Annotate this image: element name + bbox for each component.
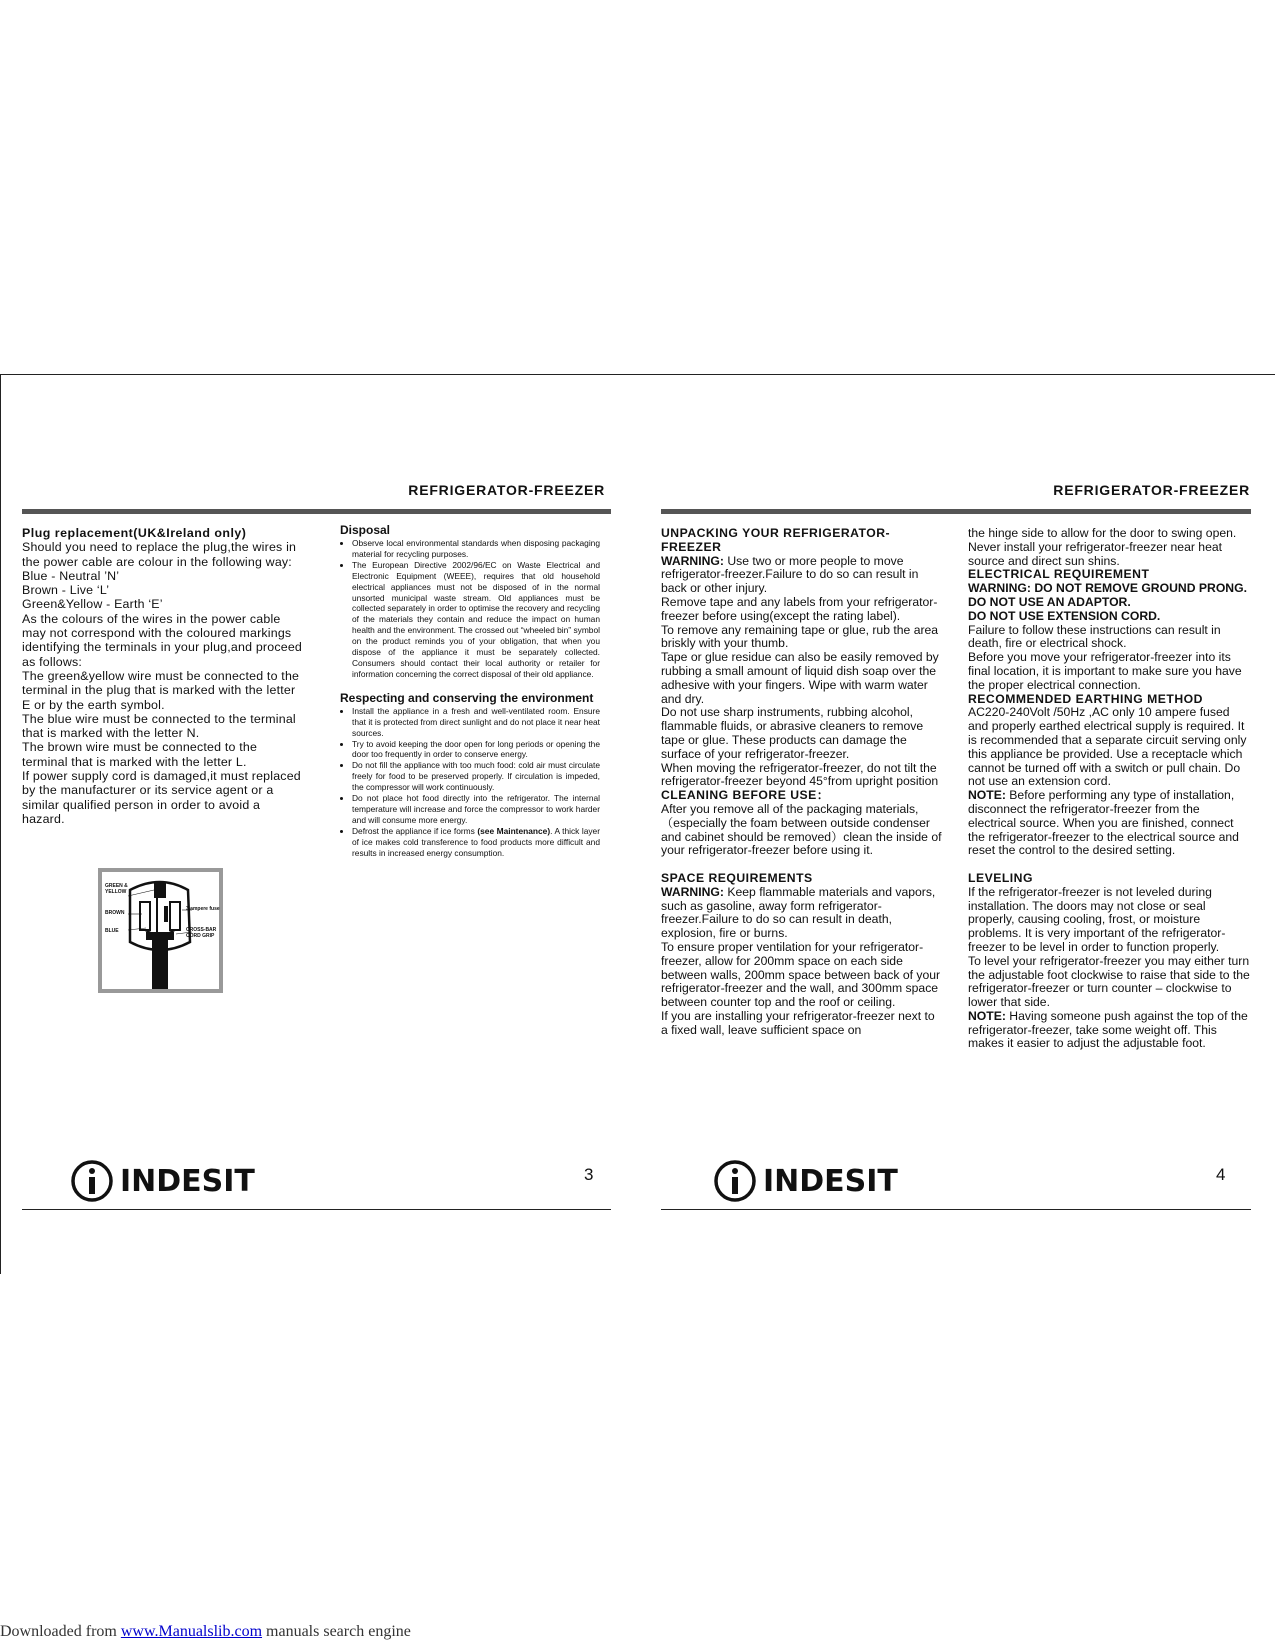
electrical-note — [968, 789, 1250, 858]
disposal-list — [340, 538, 600, 680]
plug-line: As the colours of the wires in the power cable may not correspond with the coloured markings identifying the terminals in your plug,and proceed as follows: — [22, 611, 303, 669]
electrical-line: Before you move your refrigerator-freezer into its final location, it is important to make sure you have the proper electrical connection. — [968, 650, 1242, 692]
electrical-warning: DO NOT USE AN ADAPTOR. — [968, 594, 1131, 609]
unpacking-section — [661, 527, 943, 1037]
space-heading: SPACE REQUIREMENTS — [661, 870, 813, 885]
warning-text: Keep flammable materials and vapors, such as gasoline, away form refrigerator-freezer.Failure to do so can result in death, explosion, fire or burns. — [661, 884, 936, 941]
list-item: • Do not place hot food directly into the refrigerator. The internal temperature will increase and force the compressor to work harder and will consume more energy. — [352, 793, 600, 826]
note-text: Having someone push against the top of the refrigerator-freezer, take some weight off. This makes it easier to adjust the adjustable foot. — [968, 1008, 1248, 1051]
plug-line: The green&yellow wire must be connected to the terminal in the plug that is marked with the letter E or by the earth symbol. — [22, 668, 300, 712]
disposal-section — [340, 524, 600, 858]
leveling-heading: LEVELING — [968, 870, 1033, 885]
plug-line: The brown wire must be connected to the terminal that is marked with the letter L. — [22, 740, 258, 769]
label-cord-grip: CROSS-BAR CORD GRIP — [186, 927, 217, 939]
cleaning-heading: CLEANING BEFORE USE： — [661, 788, 830, 803]
brand-name: INDESIT — [120, 1164, 255, 1199]
hinge-continued: the hinge side to allow for the door to swing open. — [968, 526, 1237, 540]
spacer — [968, 858, 1250, 872]
page-header-right: REFRIGERATOR-FREEZER — [1053, 482, 1250, 498]
footer-rule-right — [661, 1209, 1251, 1210]
unpacking-line: To remove any remaining tape or glue, rub the area briskly with your thumb. — [661, 622, 939, 651]
header-bar-right — [661, 509, 1251, 514]
indesit-i-icon — [70, 1158, 116, 1204]
list-item: • The European Directive 2002/96/EC on Waste Electrical and Electronic Equipment (WEEE), requires that old household electrical appliances must not be disposed of in the normal unsorted municipal waste stream. Old appliances must be collected separately in order to optimise the recovery and recycling of the materials they contain and reduce the impact on human health and the environment. The crossed out “wheeled bin” symbol on the product reminds you of your obligation, that when you dispose of the appliance it must be separately collected. Consumers should contact their local authority or retailer for information concerning the correct disposal of their old appliance. — [352, 560, 600, 680]
warning-label: WARNING: — [661, 884, 724, 899]
disposal-heading: Disposal — [340, 523, 391, 537]
note-label: NOTE: — [968, 788, 1006, 803]
label-green-yellow: GREEN & YELLOW — [105, 883, 128, 895]
electrical-heading: ELECTRICAL REQUIREMENT — [968, 567, 1150, 582]
plug-heading: Plug replacement(UK&Ireland only) — [22, 526, 247, 540]
download-credit — [0, 1623, 411, 1641]
page-header-left: REFRIGERATOR-FREEZER — [408, 482, 605, 498]
page-frame-top — [0, 374, 1275, 375]
unpacking-line: Tape or glue residue can also be easily removed by rubbing a small amount of liquid dish soap over the adhesive with your fingers. Wipe with warm water and dry. — [661, 650, 939, 706]
space-warning — [661, 886, 943, 941]
environment-heading: Respecting and conserving the environment — [340, 690, 594, 705]
plug-line: Should you need to replace the plug,the wires in the power cable are colour in the following way: — [22, 540, 297, 569]
defrost-text-post: . A thick layer of ice makes cold transference to food products more difficult and results in increased energy consumption. — [352, 825, 601, 858]
label-brown: BROWN — [105, 910, 125, 916]
plug-wiring-diagram — [98, 868, 223, 993]
space-line: To ensure proper ventilation for your refrigerator-freezer, allow for 200mm space on each side between walls, 200mm space between back of your refrigerator-freezer and the wall, and 300mm space between counter top and the roof or ceiling. — [661, 939, 941, 1010]
electrical-section — [968, 527, 1250, 1051]
unpacking-line: Do not use sharp instruments, rubbing alcohol, flammable fluids, or abrasive cleaners to remove tape or glue. These products can damage the surface of your refrigerator-freezer. — [661, 705, 924, 761]
footer-rule-left — [22, 1209, 611, 1210]
page-number-left: 3 — [584, 1165, 594, 1184]
indesit-logo-right — [713, 1158, 898, 1204]
plug-line: The blue wire must be connected to the terminal that is marked with the letter N. — [22, 711, 296, 741]
defrost-text-pre: Defrost the appliance if ice forms — [352, 825, 478, 836]
label-blue: BLUE — [105, 928, 119, 934]
unpacking-line: Remove tape and any labels from your refrigerator-freezer before using(except the rating label). — [661, 594, 938, 623]
unpacking-warning — [661, 555, 943, 596]
leveling-note — [968, 1010, 1250, 1051]
leveling-line: To level your refrigerator-freezer you may either turn the adjustable foot clockwise to raise that side to the refrigerator-freezer or turn counter – clockwise to lower that side. — [968, 953, 1250, 1010]
spacer — [661, 858, 943, 872]
defrost-see-maintenance: (see Maintenance) — [477, 825, 551, 836]
warning-label: WARNING: — [661, 553, 724, 568]
near-heat-text: Never install your refrigerator-freezer near heat source and direct sun shins. — [968, 539, 1223, 568]
environment-list — [340, 706, 600, 859]
list-item: • Install the appliance in a fresh and well-ventilated room. Ensure that it is protected from direct sunlight and do not place it near heat sources. — [352, 706, 600, 739]
plug-line: Green&Yellow - Earth ‘E’ — [22, 597, 163, 612]
indesit-logo-left — [70, 1158, 255, 1204]
electrical-warning: DO NOT USE EXTENSION CORD. — [968, 608, 1161, 623]
list-item — [352, 826, 600, 859]
brand-name: INDESIT — [763, 1164, 898, 1199]
warning-text: Use two or more people to move refrigerator-freezer.Failure to do so can result in back or other injury. — [661, 553, 919, 596]
earthing-heading: RECOMMENDED EARTHING METHOD — [968, 691, 1203, 706]
plug-line: Blue - Neutral ’N’ — [22, 568, 120, 583]
plug-line: If power supply cord is damaged,it must replaced by the manufacturer or its service agent or a similar qualified person in order to avoid a hazard. — [22, 769, 301, 826]
earthing-text: AC220-240Volt /50Hz ,AC only 10 ampere fused and properly earthed electrical supply is required. It is recommended that a separate circuit serving only this appliance be provided. Use a receptacle which cannot be turned off with a switch or pull chain. Do not use an extension cord. — [968, 705, 1247, 789]
page-frame-left — [0, 374, 1, 1274]
note-text: Before performing any type of installation, disconnect the refrigerator-freezer from the electrical source. When you are finished, connect the refrigerator-freezer to the electrical source and reset the control to the desired setting. — [968, 788, 1239, 858]
list-item: • Try to avoid keeping the door open for long periods or opening the door too frequently in order to conserve energy. — [352, 739, 600, 761]
page-number-right: 4 — [1216, 1165, 1226, 1184]
list-item: • Observe local environmental standards when disposing packaging material for recycling purposes. — [352, 538, 600, 560]
plug-replacement-section — [22, 526, 306, 826]
label-fuse: 3 ampere fuse — [186, 906, 220, 912]
unpacking-heading: UNPACKING YOUR REFRIGERATOR-FREEZER — [661, 526, 891, 554]
electrical-warning: WARNING: DO NOT REMOVE GROUND PRONG. — [968, 581, 1247, 596]
electrical-line: Failure to follow these instructions can result in death, fire or electrical shock. — [968, 622, 1221, 651]
note-label: NOTE: — [968, 1008, 1006, 1023]
unpacking-line: When moving the refrigerator-freezer, do not tilt the refrigerator-freezer beyond 45°from upright position — [661, 760, 939, 789]
download-prefix: Downloaded from — [0, 1623, 121, 1640]
space-line: If you are installing your refrigerator-freezer next to a fixed wall, leave sufficient space on — [661, 1008, 935, 1037]
list-item: • Do not fill the appliance with too much food: cold air must circulate freely for food to be preserved properly. If circulation is impeded, the compressor will work continuously. — [352, 760, 600, 793]
indesit-i-icon — [713, 1158, 759, 1204]
cleaning-text: After you remove all of the packaging materials, （especially the foam between outside condenser and cabinet should be removed）clean the inside of your refrigerator-freezer before using it. — [661, 801, 942, 858]
leveling-line: If the refrigerator-freezer is not leveled during installation. The doors may not close or seal properly, causing cooling, frost, or moisture problems. It is very important of the refrigerator-freezer to be level in order to function properly. — [968, 884, 1226, 954]
manualslib-link[interactable]: www.Manualslib.com — [120, 1623, 263, 1640]
header-bar-left — [22, 509, 611, 514]
download-suffix: manuals search engine — [262, 1623, 411, 1640]
plug-line: Brown - Live ‘L’ — [22, 583, 110, 598]
